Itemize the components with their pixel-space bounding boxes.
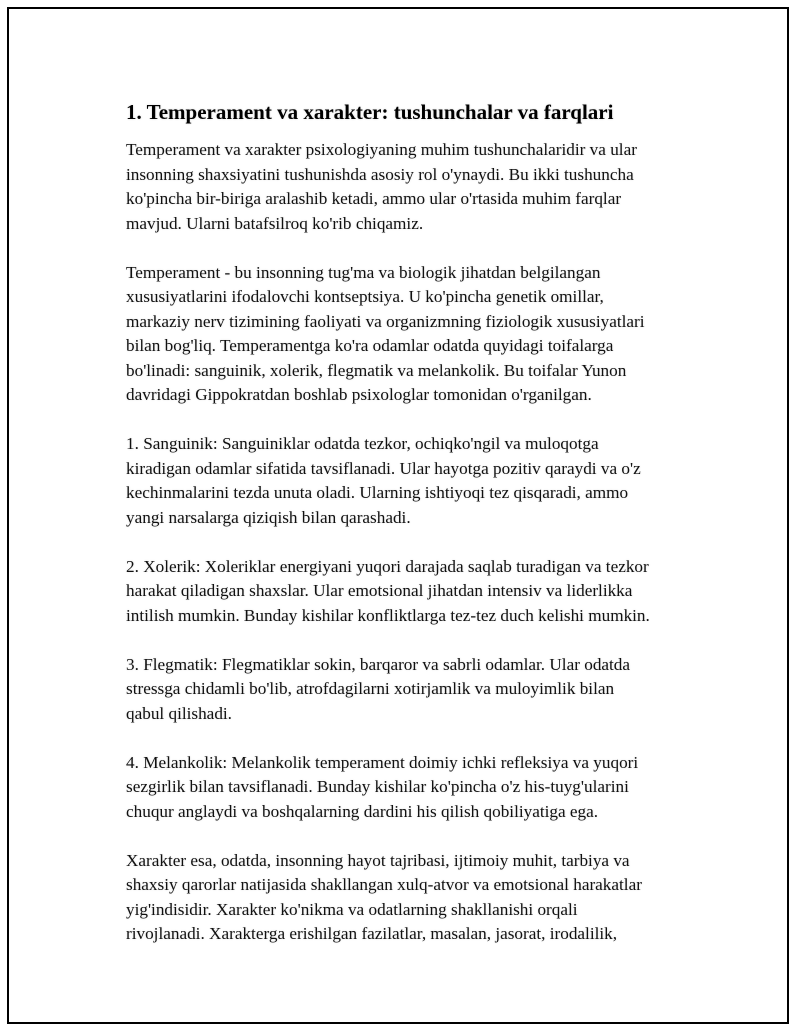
text-line: stressga chidamli bo'lib, atrofdagilarni xotirjamlik va muloyimlik bilan (126, 679, 615, 698)
text-line: davridagi Gippokratdan boshlab psixologlar tomonidan o'rganilgan. (126, 385, 592, 404)
text-line: yig'indisidir. Xarakter ko'nikma va odatlarning shakllanishi orqali (126, 899, 578, 919)
text-line: insonning shaxsiyatini tushunishda asosiy rol o'ynaydi. Bu ikki tushuncha (126, 164, 634, 184)
text-line: qabul qilishadi. (126, 703, 232, 723)
text-line: 4. Melankolik: Melankolik temperament doimiy ichki refleksiya va yuqori (126, 752, 639, 772)
text-line: 3. Flegmatik: Flegmatiklar sokin, barqaror va sabrli odamlar. Ular odatda (126, 654, 631, 674)
text-line: Temperament va xarakter psixologiyaning muhim tushunchalaridir va ular (126, 140, 637, 159)
paragraph-xolerik (126, 555, 709, 629)
text-line: kiradigan odamlar sifatida tavsiflanadi. Ular hayotga pozitiv qaraydi va o'z (126, 458, 641, 478)
document-body (119, 99, 709, 971)
paragraph-sanguinik (126, 432, 709, 530)
text-line: markaziy nerv tizimining faoliyati va organizmning fiziologik xususiyatlari (126, 311, 645, 331)
text-line: intilish mumkin. Bunday kishilar konfliktlarga tez-tez duch kelishi mumkin. (126, 605, 650, 625)
text-line: bilan bog'liq. Temperamentga ko'ra odamlar odatda quyidagi toifalarga (126, 336, 614, 355)
page-frame (7, 7, 789, 1024)
section-heading: 1. Temperament va xarakter: tushunchalar va farqlari (126, 100, 614, 124)
paragraph-melankolik (126, 751, 709, 825)
text-line: sezgirlik bilan tavsiflanadi. Bunday kishilar ko'pincha o'z his-tuyg'ularini (126, 777, 629, 796)
text-line: kechinmalarini tezda unuta oladi. Ularning ishtiyoqi tez qisqaradi, ammo (126, 483, 629, 502)
text-line: 2. Xolerik: Xoleriklar energiyani yuqori darajada saqlab turadigan va tezkor (126, 556, 649, 576)
paragraph-temperament (126, 261, 709, 408)
text-line: ko'pincha bir-biriga aralashib ketadi, ammo ular o'rtasida muhim farqlar (126, 189, 622, 208)
paragraph-intro (126, 138, 709, 236)
text-line: rivojlanadi. Xarakterga erishilgan fazilatlar, masalan, jasorat, irodalilik, (126, 924, 618, 943)
text-line: mavjud. Ularni batafsilroq ko'rib chiqamiz. (126, 213, 424, 233)
text-line: harakat qiladigan shaxslar. Ular emotsional jihatdan intensiv va liderlikka (126, 581, 633, 600)
text-line: yangi narsalarga qiziqish bilan qarashadi. (126, 507, 411, 527)
text-line: chuqur anglaydi va boshqalarning dardini his qilish qobiliyatiga ega. (126, 801, 599, 821)
text-line: Temperament - bu insonning tug'ma va biologik jihatdan belgilangan (126, 262, 601, 282)
paragraph-flegmatik (126, 653, 709, 727)
text-line: 1. Sanguinik: Sanguiniklar odatda tezkor, ochiqko'ngil va muloqotga (126, 434, 599, 453)
paragraph-xarakter (126, 849, 709, 947)
text-line: bo'linadi: sanguinik, xolerik, flegmatik va melankolik. Bu toifalar Yunon (126, 360, 627, 380)
text-line: xususiyatlarini ifodalovchi kontseptsiya. U ko'pincha genetik omillar, (126, 287, 604, 306)
text-line: shaxsiy qarorlar natijasida shakllangan xulq-atvor va emotsional harakatlar (126, 875, 642, 894)
text-line: Xarakter esa, odatda, insonning hayot tajribasi, ijtimoiy muhit, tarbiya va (126, 850, 630, 870)
